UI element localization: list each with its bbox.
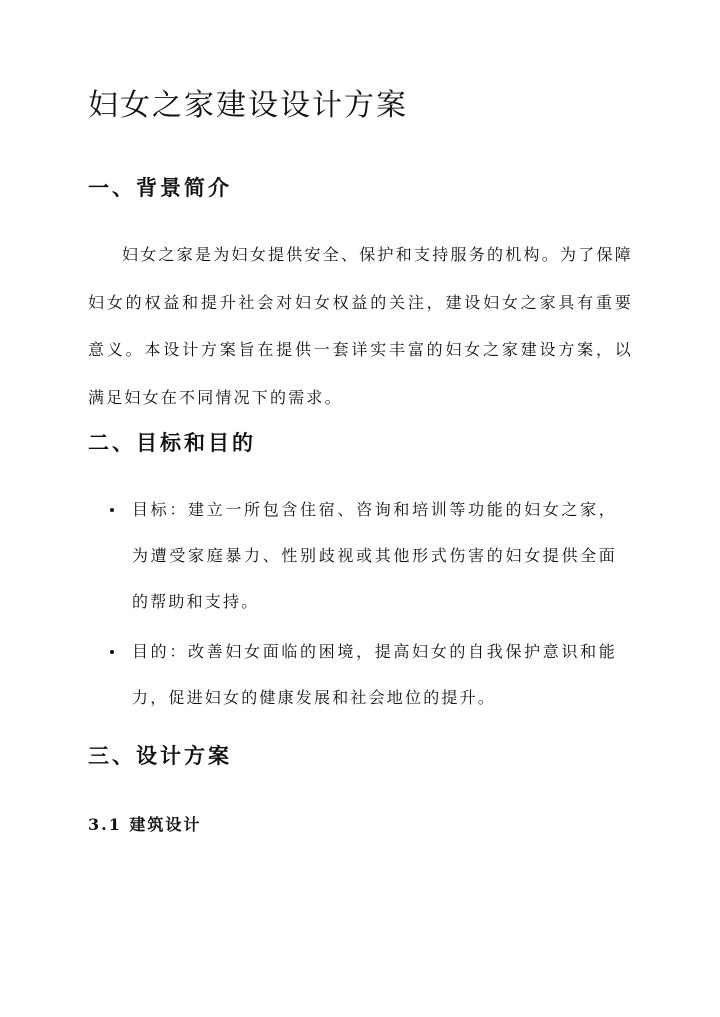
section-heading-background: 一、背景简介 <box>88 175 232 200</box>
subsection-heading-architecture: 3.1 建筑设计 <box>88 815 202 834</box>
list-item-text: 目标：建立一所包含住宿、咨询和培训等功能的妇女之家，为遭受家庭暴力、性别歧视或其他形式伤害的妇女提供全面的帮助和支持。 <box>132 500 617 611</box>
background-paragraph: 妇女之家是为妇女提供安全、保护和支持服务的机构。为了保障妇女的权益和提升社会对妇女权益的关注，建设妇女之家具有重要意义。本设计方案旨在提供一套详实丰富的妇女之家建设方案，以满足妇女在不同情况下的需求。 <box>88 245 633 407</box>
document-title: 妇女之家建设设计方案 <box>88 88 408 123</box>
bullet-icon <box>110 508 114 512</box>
list-item-purpose <box>88 629 633 721</box>
list-item-goal <box>88 487 633 625</box>
bullet-icon <box>110 650 114 654</box>
section-heading-design: 三、设计方案 <box>88 743 232 768</box>
section-heading-goals: 二、目标和目的 <box>88 430 256 455</box>
list-item-text: 目的：改善妇女面临的困境，提高妇女的自我保护意识和能力，促进妇女的健康发展和社会地位的提升。 <box>132 642 617 707</box>
